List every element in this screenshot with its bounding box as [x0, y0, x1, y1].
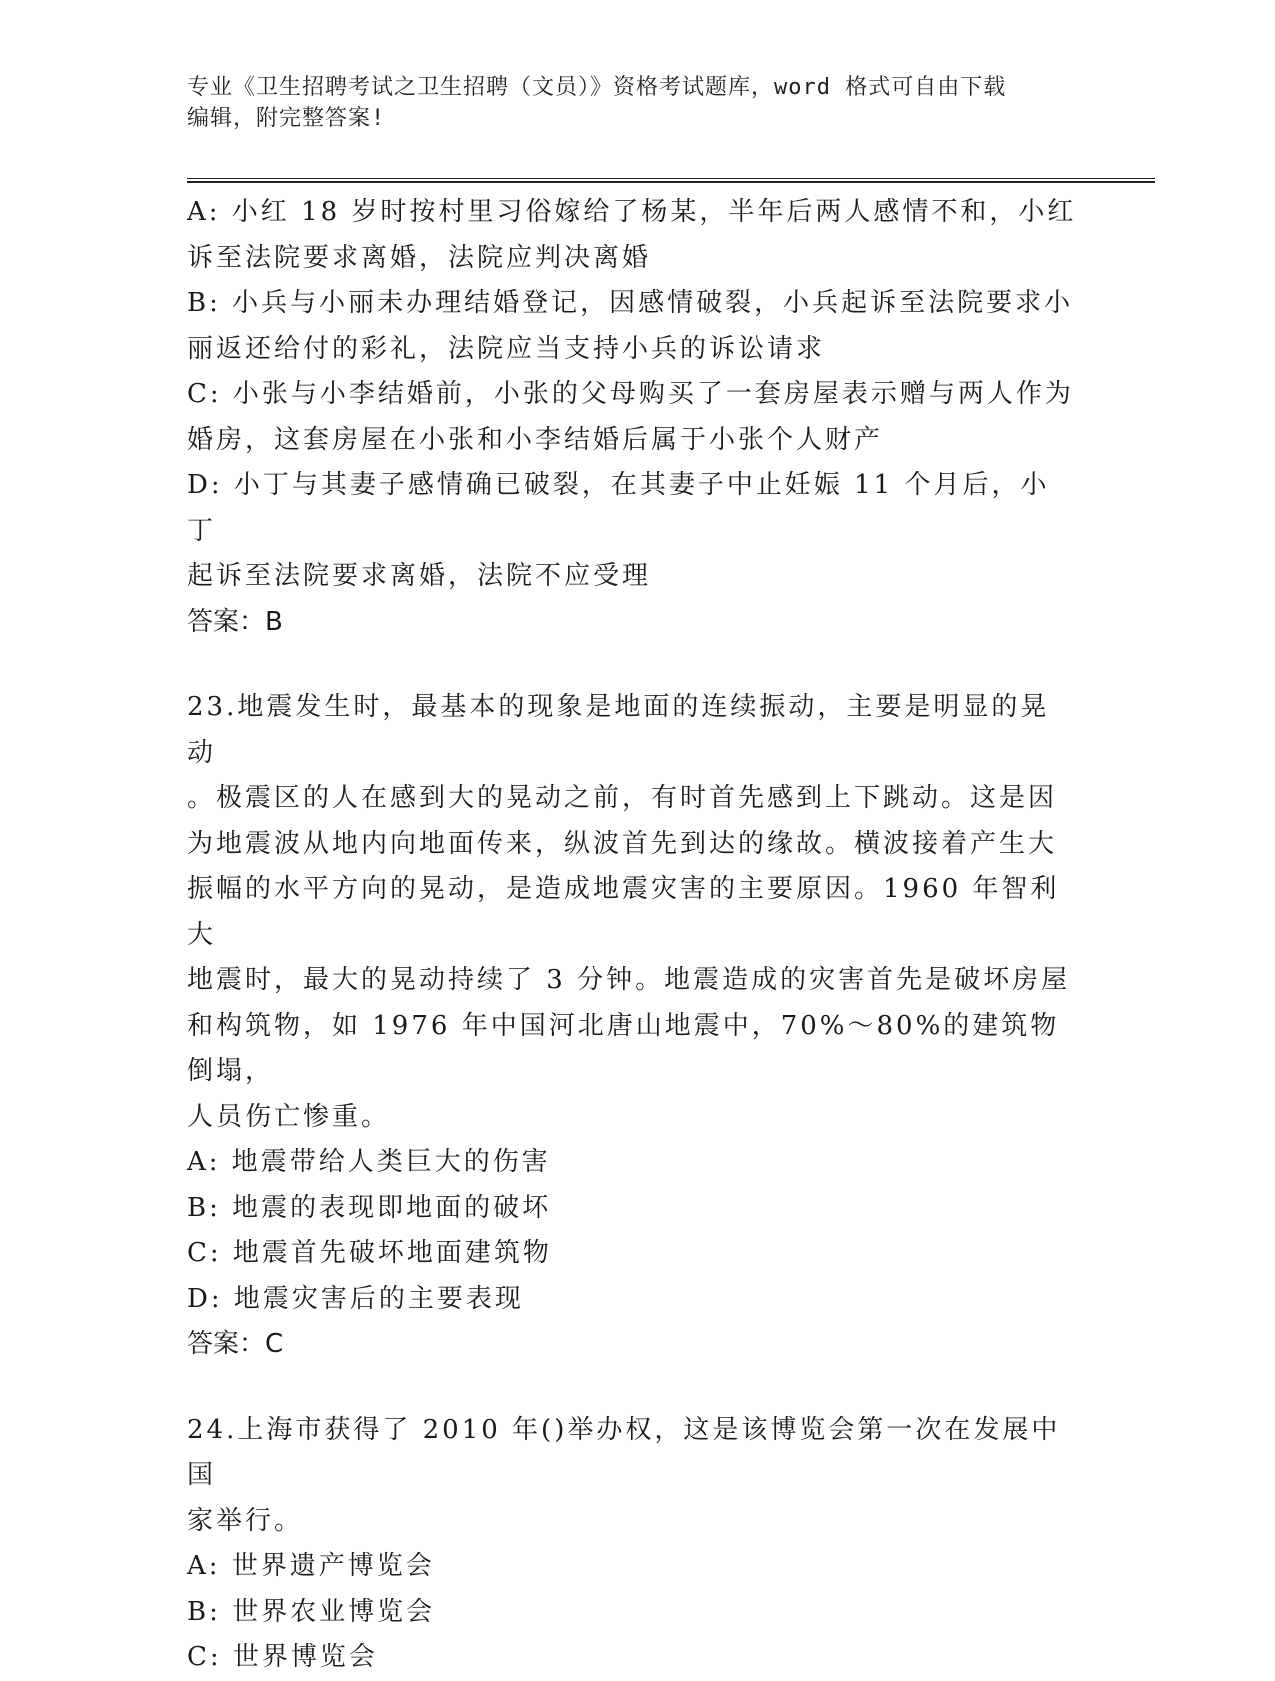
option-d-line-2: 起诉至法院要求离婚，法院不应受理 [187, 561, 652, 591]
question-stem-line-5: 地震时，最大的晃动持续了 3 分钟。地震造成的灾害首先是破坏房屋 [187, 965, 1071, 995]
option-c: C: 地震首先破坏地面建筑物 [187, 1238, 552, 1268]
document-body [187, 190, 1077, 1681]
question-stem-line-1: 24.上海市获得了 2010 年()举办权，这是该博览会第一次在发展中国 [187, 1414, 1061, 1490]
option-b: B: 地震的表现即地面的破坏 [187, 1192, 552, 1223]
option-b-line-1: B: 小兵与小丽未办理结婚登记，因感情破裂，小兵起诉至法院要求小 [187, 288, 1074, 318]
header-divider-thin [187, 178, 1155, 179]
question-spacer [187, 1368, 1077, 1408]
answer-label: 答案：B [187, 606, 283, 637]
option-a-line-1: A: 小红 18 岁时按村里习俗嫁给了杨某，半年后两人感情不和，小红 [187, 197, 1077, 227]
question-stem-line-1: 23.地震发生时，最基本的现象是地面的连续振动，主要是明显的晃动 [187, 692, 1050, 768]
option-b: B: 世界农业博览会 [187, 1596, 436, 1627]
header-line-2: 编辑，附完整答案! [187, 106, 386, 131]
option-c: C: 世界博览会 [187, 1642, 378, 1672]
header-divider-thick [187, 181, 1155, 183]
question-stem-line-3: 为地震波从地内向地面传来，纵波首先到达的缘故。横波接着产生大 [187, 828, 1058, 859]
question-stem-line-4: 振幅的水平方向的晃动，是造成地震灾害的主要原因。1960 年智利大 [187, 874, 1060, 950]
question-24 [187, 1408, 1077, 1681]
option-a: A: 地震带给人类巨大的伤害 [187, 1147, 551, 1177]
option-c-line-2: 婚房，这套房屋在小张和小李结婚后属于小张个人财产 [187, 424, 884, 455]
option-b-line-2: 丽返还给付的彩礼，法院应当支持小兵的诉讼请求 [187, 333, 826, 364]
option-a: A: 世界遗产博览会 [187, 1551, 435, 1581]
question-23 [187, 685, 1077, 1368]
question-stem-line-2: 家举行。 [187, 1505, 304, 1536]
option-d-line-1: D: 小丁与其妻子感情确已破裂，在其妻子中止妊娠 11 个月后，小丁 [187, 470, 1050, 546]
header-line-1: 专业《卫生招聘考试之卫生招聘（文员）》资格考试题库，word 格式可自由下载 [187, 75, 1007, 100]
answer-label: 答案：C [187, 1329, 284, 1359]
question-stem-line-2: 。极震区的人在感到大的晃动之前，有时首先感到上下跳动。这是因 [187, 783, 1058, 813]
question-stem-line-7: 人员伤亡惨重。 [187, 1101, 391, 1132]
option-a-line-2: 诉至法院要求离婚，法院应判决离婚 [187, 242, 652, 273]
document-header [187, 72, 1087, 134]
question-spacer [187, 645, 1077, 685]
option-d: D: 地震灾害后的主要表现 [187, 1283, 524, 1314]
question-22 [187, 190, 1077, 645]
question-stem-line-6: 和构筑物，如 1976 年中国河北唐山地震中，70%～80%的建筑物倒塌， [187, 1010, 1060, 1086]
option-c-line-1: C: 小张与小李结婚前，小张的父母购买了一套房屋表示赠与两人作为 [187, 379, 1074, 409]
